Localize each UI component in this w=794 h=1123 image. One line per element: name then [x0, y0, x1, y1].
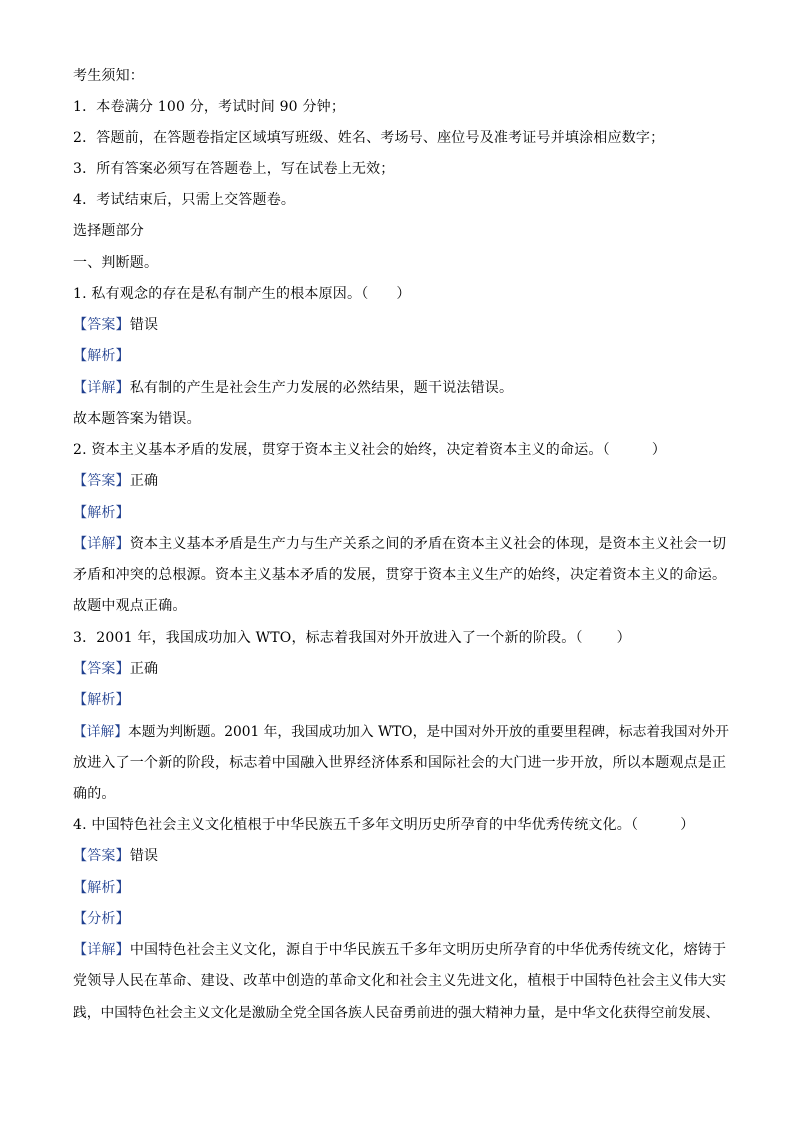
detail-label: 【详解】 — [73, 380, 130, 396]
detail-text: 本题为判断题。2001 年，我国成功加入 WTO，是中国对外开放的重要里程碑，标志着我国对外开 — [128, 724, 729, 740]
answer-label: 【答案】 — [73, 661, 130, 677]
question-4-fenxi-label — [73, 909, 733, 929]
question-1-stem — [73, 284, 733, 304]
question-stem-close: ） — [616, 630, 631, 646]
question-stem-close: ） — [396, 286, 411, 302]
answer-value: 正确 — [129, 473, 159, 489]
question-stem-text: 4. 中国特色社会主义文化植根于中华民族五千多年文明历史所孕育的中华优秀传统文化。（ — [73, 817, 639, 833]
detail-label: 【详解】 — [73, 536, 130, 552]
answer-label: 【答案】 — [73, 473, 130, 489]
question-2-detail — [73, 534, 733, 554]
question-2-answer — [73, 471, 733, 491]
question-stem-text: 1. 私有观念的存在是私有制产生的根本原因。（ — [73, 286, 369, 302]
question-2-analysis-label — [73, 503, 733, 523]
notice-title: 考生须知： — [73, 68, 144, 84]
question-4-detail-line-3: 践，中国特色社会主义文化是激励全党全国各族人民奋勇前进的强大精神力量，是中华文化获得空前发展、 — [73, 1005, 720, 1021]
question-3-detail-line-2: 放进入了一个新的阶段，标志着中国融入世界经济体系和国际社会的大门进一步开放，所以本题观点是正 — [73, 755, 727, 771]
analysis-label: 【解析】 — [73, 505, 130, 521]
question-3-answer — [73, 659, 733, 679]
analysis-label: 【解析】 — [73, 692, 130, 708]
question-3-detail — [73, 722, 733, 742]
question-4-detail — [73, 940, 733, 960]
answer-label: 【答案】 — [73, 317, 130, 333]
question-stem-close: ） — [680, 817, 695, 833]
question-4-stem — [73, 815, 733, 835]
question-1-conclusion: 故本题答案为错误。 — [73, 411, 201, 427]
question-1-answer — [73, 315, 733, 335]
question-2-stem — [73, 440, 733, 460]
answer-value: 正确 — [129, 661, 159, 677]
answer-value: 错误 — [129, 848, 159, 864]
question-2-detail-line-3: 故题中观点正确。 — [73, 598, 187, 614]
section-part: 选择题部分 — [73, 223, 144, 239]
answer-value: 错误 — [129, 317, 159, 333]
notice-item-3: 3．所有答案必须写在答题卷上，写在试卷上无效； — [73, 161, 395, 177]
question-4-detail-line-2: 党领导人民在革命、建设、改革中创造的革命文化和社会主义先进文化，植根于中国特色社会主义伟大实 — [73, 973, 727, 989]
notice-item-1: 1．本卷满分 100 分，考试时间 90 分钟； — [73, 99, 346, 115]
notice-item-2: 2．答题前，在答题卷指定区域填写班级、姓名、考场号、座位号及准考证号并填涂相应数字； — [73, 130, 665, 146]
notice-item-4: 4．考试结束后，只需上交答题卷。 — [73, 192, 296, 208]
answer-label: 【答案】 — [73, 848, 130, 864]
detail-label: 【详解】 — [73, 724, 129, 740]
question-4-analysis-label — [73, 878, 733, 898]
question-stem-text: 3．2001 年，我国成功加入 WTO，标志着我国对外开放进入了一个新的阶段。（ — [73, 630, 583, 646]
section-heading: 一、判断题。 — [73, 255, 159, 271]
question-1-detail — [73, 378, 733, 398]
question-stem-text: 2. 资本主义基本矛盾的发展，贯穿于资本主义社会的始终，决定着资本主义的命运。（ — [73, 442, 610, 458]
question-4-answer — [73, 846, 733, 866]
fenxi-label: 【分析】 — [73, 911, 130, 927]
question-3-stem — [73, 628, 733, 648]
analysis-label: 【解析】 — [73, 348, 130, 364]
detail-label: 【详解】 — [73, 942, 130, 958]
detail-text: 中国特色社会主义文化，源自于中华民族五千多年文明历史所孕育的中华优秀传统文化，熔铸于 — [129, 942, 727, 958]
question-2-detail-line-2: 矛盾和冲突的总根源。资本主义基本矛盾的发展，贯穿于资本主义生产的始终，决定着资本主义的命运。 — [73, 567, 727, 583]
question-3-detail-line-3: 确的。 — [73, 786, 116, 802]
detail-text: 资本主义基本矛盾是生产力与生产关系之间的矛盾在资本主义社会的体现，是资本主义社会一切 — [129, 536, 727, 552]
question-3-analysis-label — [73, 690, 733, 710]
detail-text: 私有制的产生是社会生产力发展的必然结果，题干说法错误。 — [129, 380, 514, 396]
question-1-analysis-label — [73, 346, 733, 366]
question-stem-close: ） — [651, 442, 667, 458]
analysis-label: 【解析】 — [73, 880, 130, 896]
